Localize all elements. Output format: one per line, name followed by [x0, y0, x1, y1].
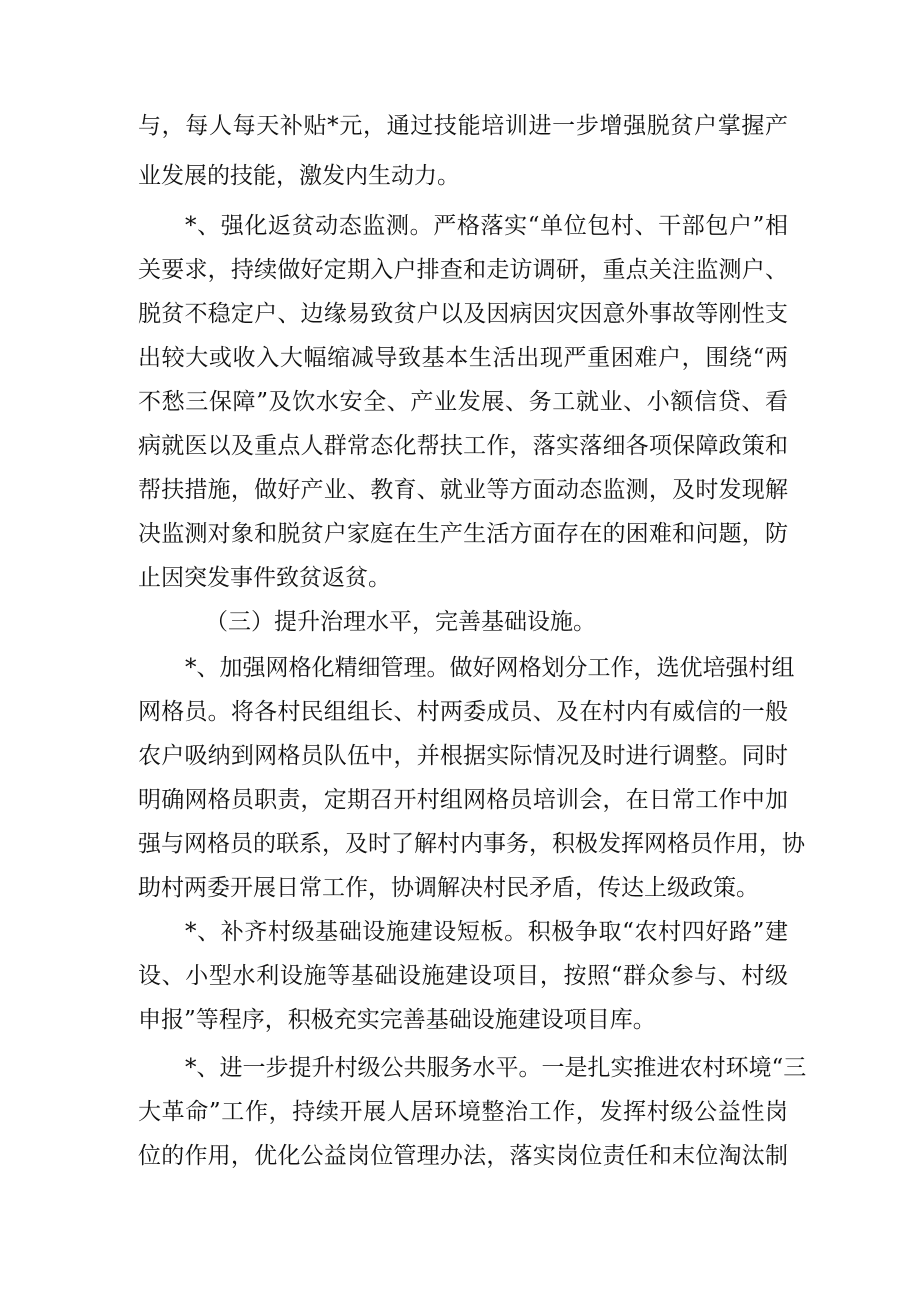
text-line: 帮扶措施，做好产业、教育、就业等方面动态监测，及时发现解: [138, 477, 788, 503]
text-line: 关要求，持续做好定期入户排查和走访调研，重点关注监测户、: [138, 257, 788, 283]
text-line: 止因突发事件致贫返贫。: [138, 565, 391, 591]
text-line: 业发展的技能，激发内生动力。: [138, 163, 460, 189]
text-line: 网格员。将各村民组组长、村两委成员、及在村内有威信的一般: [138, 699, 788, 725]
section-heading: （三）提升治理水平，完善基础设施。: [205, 609, 596, 635]
text-line: 明确网格员职责，定期召开村组网格员培训会，在日常工作中加: [138, 787, 788, 813]
text-line: 助村两委开展日常工作，协调解决村民矛盾，传达上级政策。: [138, 875, 759, 901]
text-line: *、强化返贫动态监测。严格落实“单位包村、干部包户”相: [185, 213, 788, 239]
text-line: 决监测对象和脱贫户家庭在生产生活方面存在的困难和问题，防: [138, 521, 788, 547]
text-line: 出较大或收入大幅缩减导致基本生活出现严重困难户，围绕“两: [138, 345, 788, 371]
text-line: 强与网格员的联系，及时了解村内事务，积极发挥网格员作用，协: [138, 831, 805, 857]
text-line: 申报”等程序，积极充实完善基础设施建设项目库。: [138, 1007, 656, 1033]
text-line: 不愁三保障”及饮水安全、产业发展、务工就业、小额信贷、看: [138, 389, 788, 415]
text-line: *、加强网格化精细管理。做好网格划分工作，选优培强村组: [185, 655, 795, 681]
text-line: 大革命”工作，持续开展人居环境整治工作，发挥村级公益性岗: [138, 1099, 788, 1125]
text-line: 位的作用，优化公益岗位管理办法，落实岗位责任和末位淘汰制: [138, 1143, 788, 1169]
text-line: *、补齐村级基础设施建设短板。积极争取“农村四好路”建: [185, 919, 788, 945]
text-line: 与，每人每天补贴*元，通过技能培训进一步增强脱贫户掌握产: [138, 113, 788, 139]
text-line: 设、小型水利设施等基础设施建设项目，按照“群众参与、村级: [138, 963, 788, 989]
text-line: 农户吸纳到网格员队伍中，并根据实际情况及时进行调整。同时: [138, 743, 788, 769]
text-line: 脱贫不稳定户、边缘易致贫户以及因病因灾因意外事故等刚性支: [138, 301, 788, 327]
text-line: *、进一步提升村级公共服务水平。一是扎实推进农村环境“三: [185, 1055, 807, 1081]
text-line: 病就医以及重点人群常态化帮扶工作，落实落细各项保障政策和: [138, 433, 788, 459]
